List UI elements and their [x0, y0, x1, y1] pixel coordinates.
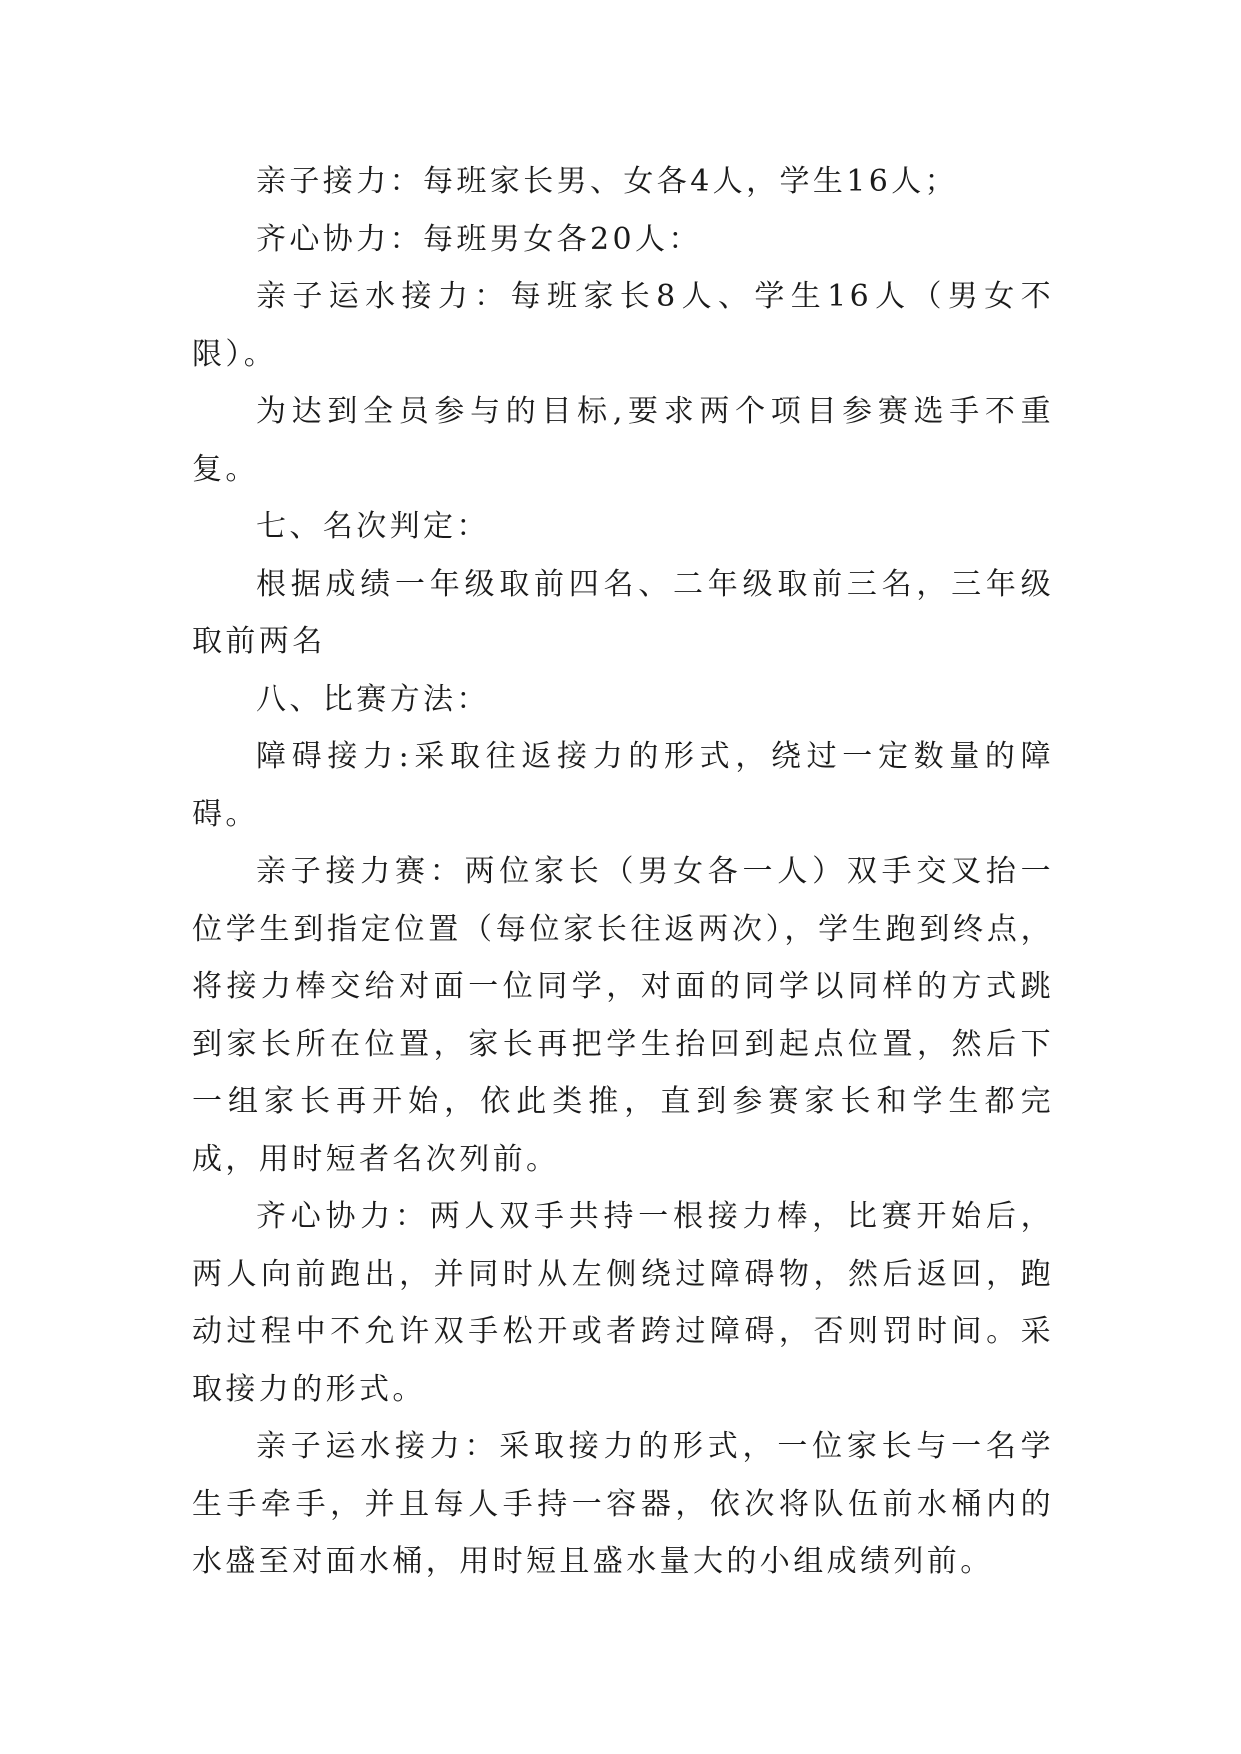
paragraph-participation-rule: 为达到全员参与的目标,要求两个项目参赛选手不重复。 [192, 394, 1054, 487]
paragraph-ranking-rule: 根据成绩一年级取前四名、二年级取前三名，三年级取前两名 [192, 566, 1054, 659]
paragraph-teamwork-method: 齐心协力：两人双手共持一根接力棒，比赛开始后，两人向前跑出，并同时从左侧绕过障碍物，然后返回，跑动过程中不允许双手松开或者跨过障碍，否则罚时间。采取接力的形式。 [192, 1199, 1054, 1407]
paragraph-parent-child-relay-roster: 亲子接力：每班家长男、女各4人，学生16人； [256, 164, 959, 199]
section-heading-ranking: 七、名次判定： [256, 509, 490, 544]
paragraph-obstacle-relay: 障碍接力:采取往返接力的形式，绕过一定数量的障碍。 [192, 739, 1054, 832]
paragraph-water-relay-roster: 亲子运水接力：每班家长8人、学生16人（男女不限）。 [192, 279, 1054, 372]
paragraph-parent-child-relay-method: 亲子接力赛：两位家长（男女各一人）双手交叉抬一位学生到指定位置（每位家长往返两次），学生跑到终点，将接力棒交给对面一位同学，对面的同学以同样的方式跳到家长所在位置，家长再把学生抬回到起点位置，然后下一组家长再开始，依此类推，直到参赛家长和学生都完成，用时短者名次列前。 [192, 854, 1054, 1177]
paragraph-water-relay-method: 亲子运水接力：采取接力的形式，一位家长与一名学生手牵手，并且每人手持一容器，依次将队伍前水桶内的水盛至对面水桶，用时短且盛水量大的小组成绩列前。 [192, 1429, 1054, 1579]
paragraph-teamwork-roster: 齐心协力：每班男女各20人： [256, 221, 702, 257]
section-heading-methods: 八、比赛方法： [256, 681, 490, 717]
document-body [192, 153, 1054, 1591]
